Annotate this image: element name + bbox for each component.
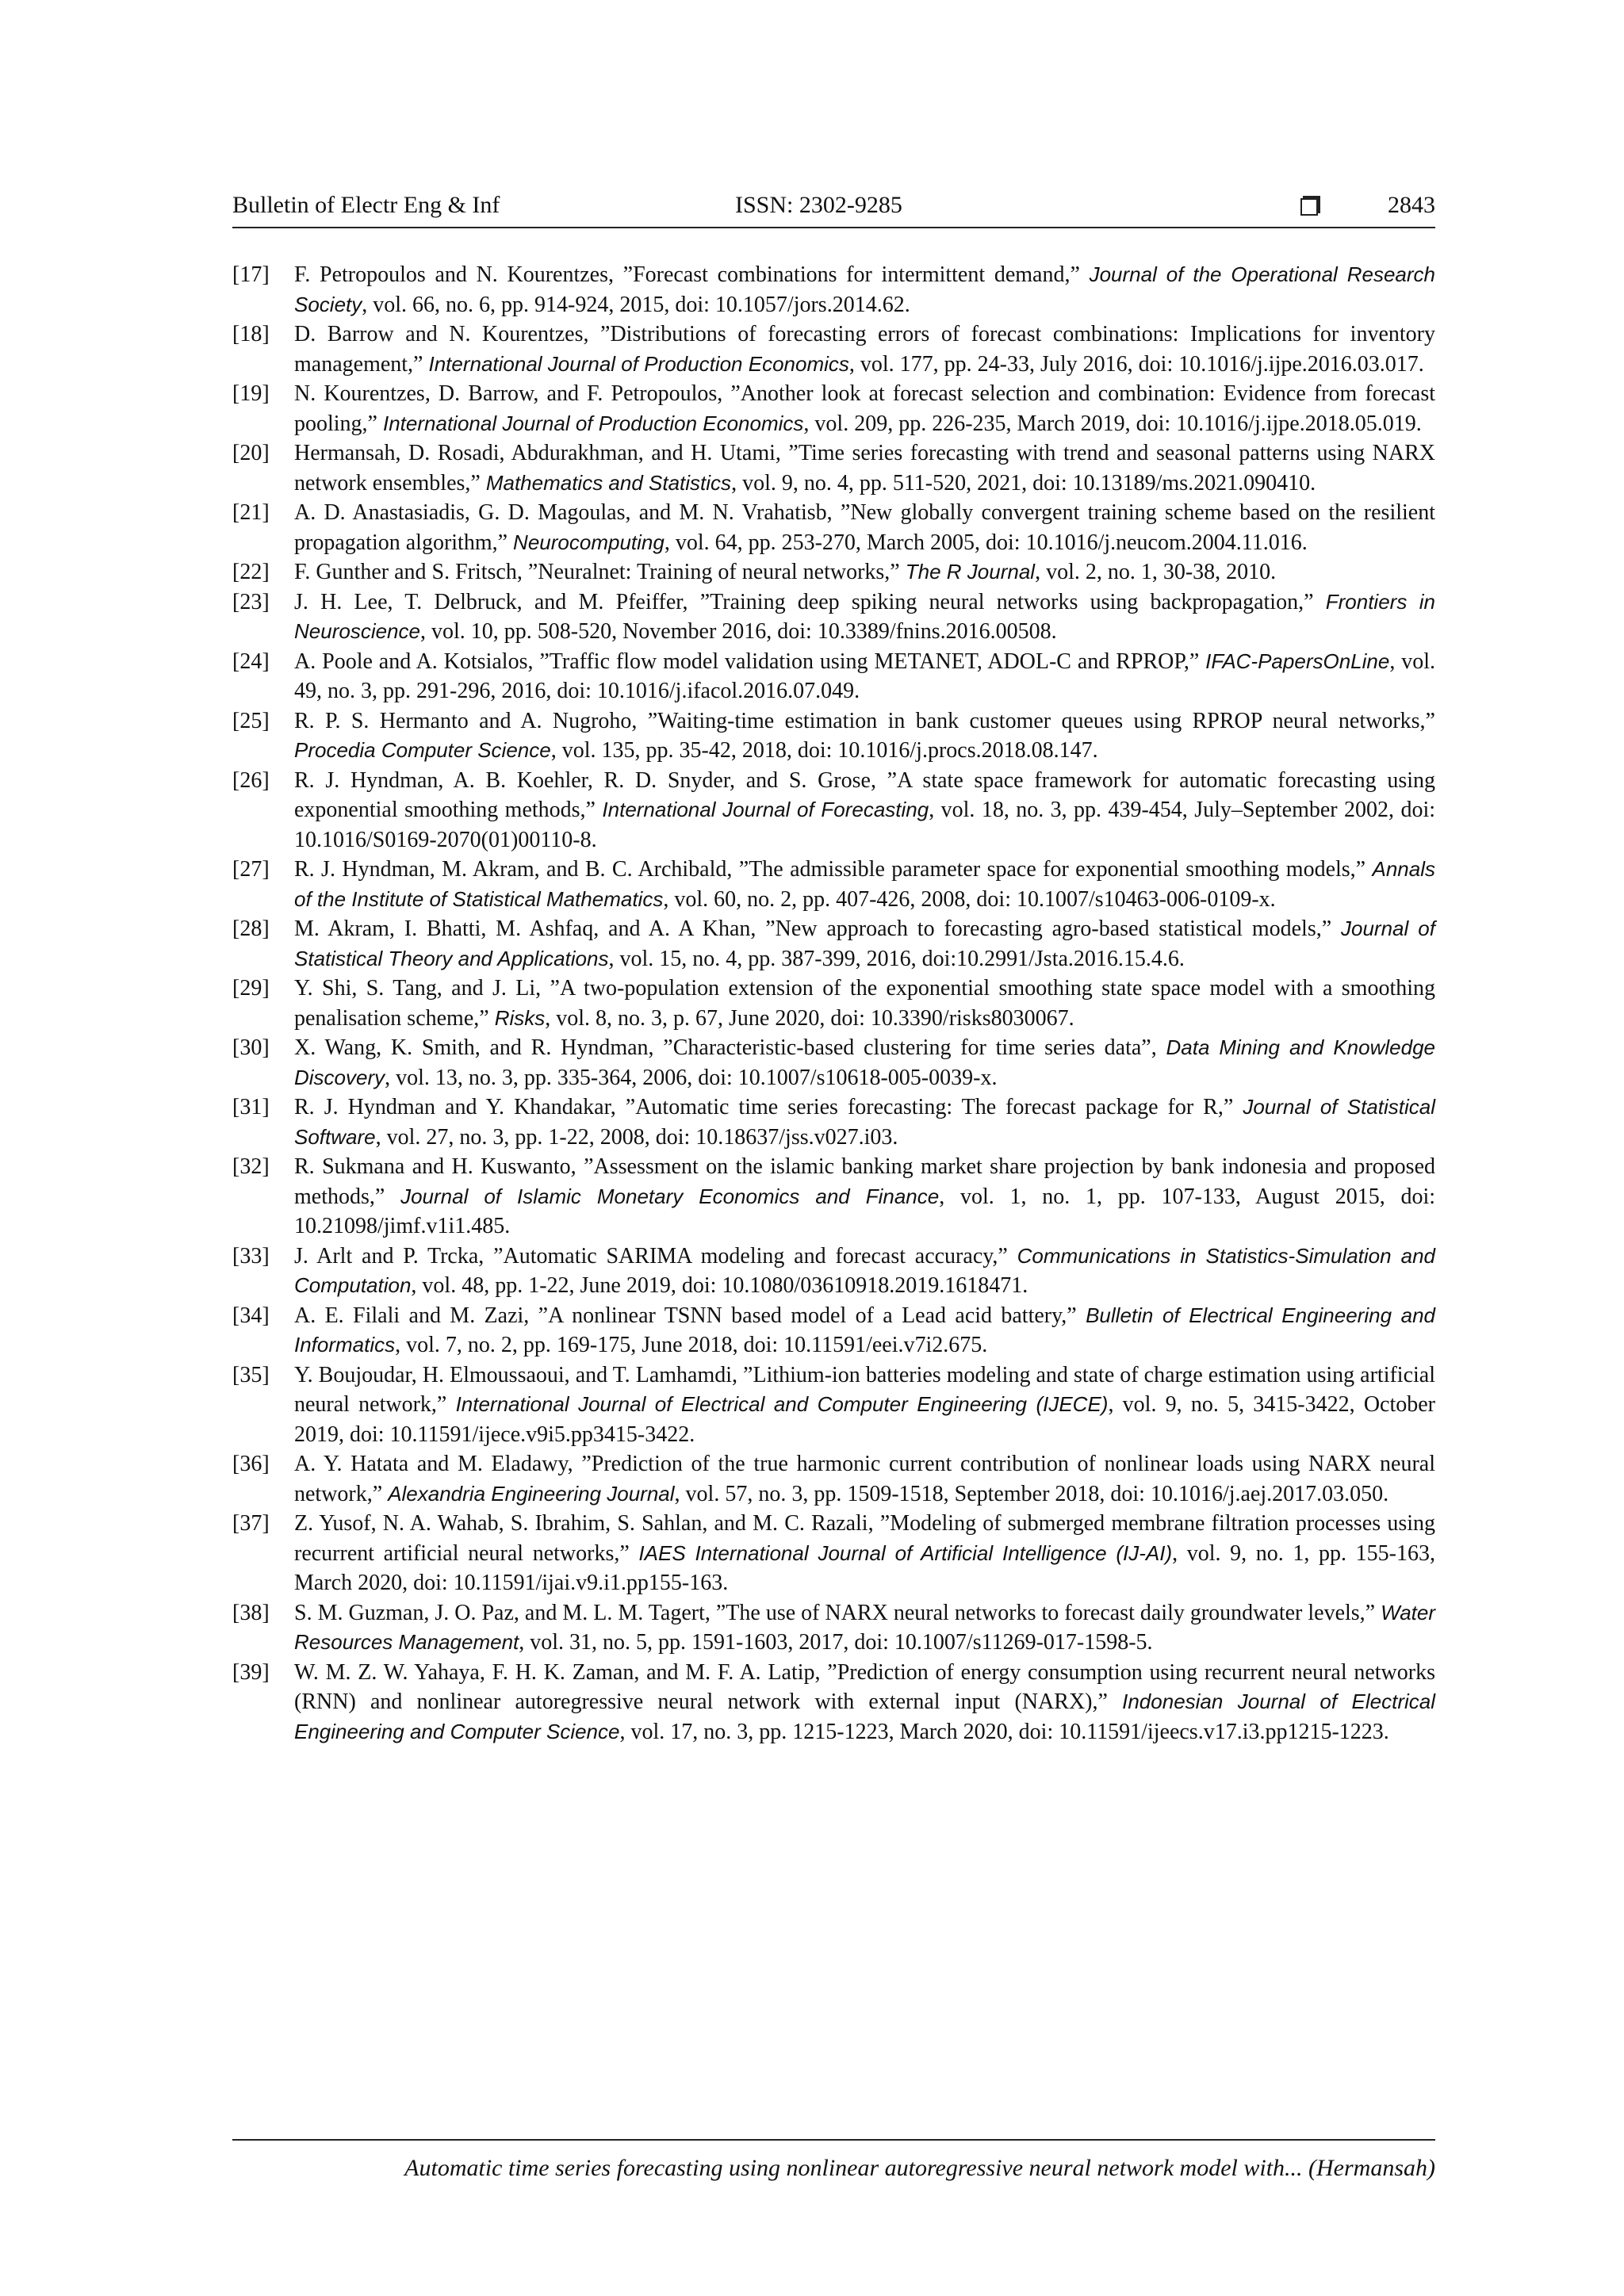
reference-details: , vol. 9, no. 1, pp. 155-163, March 2020, doi: 10.11591/ijai.v9.i1.pp155-163. — [294, 1540, 1436, 1595]
reference-authors-title: A. D. Anastasiadis, G. D. Magoulas, and M. N. Vrahatisb, ”New globally convergent training scheme based on the resilient propagation algorithm,” — [294, 500, 1435, 555]
reference-authors-title: J. H. Lee, T. Delbruck, and M. Pfeiffer, ”Training deep spiking neural networks using backpropagation,” — [294, 589, 1326, 614]
reference-item — [232, 498, 1435, 557]
reference-authors-title: R. Sukmana and H. Kuswanto, ”Assessment on the islamic banking market share projection by bank indonesia and proposed methods,” — [294, 1154, 1435, 1209]
reference-journal: International Journal of Electrical and Computer Engineering (IJECE) — [455, 1392, 1109, 1416]
reference-journal: Annals of the Institute of Statistical Mathematics — [294, 857, 1435, 911]
reference-item — [232, 1242, 1435, 1301]
reference-item — [232, 260, 1435, 320]
reference-journal: Communications in Statistics-Simulation and Computation — [294, 1243, 1435, 1297]
reference-number: [37] — [232, 1511, 270, 1536]
reference-journal: International Journal of Forecasting — [602, 798, 929, 821]
reference-number: [30] — [232, 1035, 270, 1060]
reference-details: , vol. 57, no. 3, pp. 1509-1518, September 2018, doi: 10.1016/j.aej.2017.03.050. — [674, 1481, 1389, 1506]
reference-details: , vol. 17, no. 3, pp. 1215-1223, March 2020, doi: 10.11591/ijeecs.v17.i3.pp1215-1223. — [619, 1719, 1389, 1744]
reference-authors-title: W. M. Z. W. Yahaya, F. H. K. Zaman, and M. F. A. Latip, ”Prediction of energy consumption using recurrent neural networks (RNN) and nonlinear autoregressive neural network with external input (NARX),” — [294, 1659, 1435, 1714]
reference-journal: Journal of Statistical Software — [294, 1095, 1436, 1149]
reference-number: [28] — [232, 916, 270, 941]
reference-item — [232, 438, 1435, 498]
reference-number: [31] — [232, 1095, 270, 1119]
reference-item — [232, 1033, 1435, 1093]
reference-number: [20] — [232, 441, 270, 465]
reference-item — [232, 647, 1435, 706]
reference-number: [32] — [232, 1154, 270, 1179]
reference-authors-title: M. Akram, I. Bhatti, M. Ashfaq, and A. A Khan, ”New approach to forecasting agro-based statistical models,” — [294, 916, 1341, 941]
reference-number: [27] — [232, 857, 270, 882]
reference-authors-title: A. Y. Hatata and M. Eladawy, ”Prediction of the true harmonic current contribution of nonlinear loads using NARX neural network,” — [294, 1452, 1435, 1506]
reference-item — [232, 1360, 1435, 1450]
reference-details: , vol. 27, no. 3, pp. 1-22, 2008, doi: 10.18637/jss.v027.i03. — [375, 1124, 898, 1150]
reference-item — [232, 1658, 1435, 1747]
reference-authors-title: R. J. Hyndman, A. B. Koehler, R. D. Snyder, and S. Grose, ”A state space framework for automatic forecasting using exponential smoothing methods,” — [294, 767, 1435, 822]
reference-details: , vol. 209, pp. 226-235, March 2019, doi: 10.1016/j.ijpe.2018.05.019. — [803, 411, 1422, 436]
reference-journal: Risks — [494, 1005, 546, 1030]
reference-details: , vol. 31, no. 5, pp. 1591-1603, 2017, doi: 10.1007/s11269-017-1598-5. — [519, 1630, 1153, 1655]
reference-journal: Journal of Statistical Theory and Applications — [294, 916, 1435, 970]
reference-journal: International Journal of Production Economics — [428, 351, 849, 376]
reference-number: [25] — [232, 708, 270, 733]
reference-details: , vol. 13, no. 3, pp. 335-364, 2006, doi: 10.1007/s10618-005-0039-x. — [385, 1065, 998, 1090]
reference-number: [17] — [232, 262, 270, 287]
page-header — [232, 190, 1435, 228]
reference-item — [232, 706, 1435, 766]
reference-journal: Bulletin of Electrical Engineering and Informatics — [294, 1303, 1435, 1357]
reference-journal: Frontiers in Neuroscience — [294, 589, 1435, 643]
reference-authors-title: X. Wang, K. Smith, and R. Hyndman, ”Characteristic-based clustering for time series data”, — [294, 1035, 1166, 1060]
reference-journal: Journal of the Operational Research Society — [294, 262, 1435, 316]
reference-authors-title: A. Poole and A. Kotsialos, ”Traffic flow model validation using METANET, ADOL-C and RPROP,” — [294, 649, 1206, 674]
reference-journal: International Journal of Production Economics — [383, 411, 804, 435]
reference-item — [232, 1598, 1435, 1658]
reference-item — [232, 855, 1435, 914]
reference-authors-title: R. P. S. Hermanto and A. Nugroho, ”Waiting-time estimation in bank customer queues using RPROP neural networks,” — [294, 708, 1435, 733]
reference-details: , vol. 15, no. 4, pp. 387-399, 2016, doi:10.2991/Jsta.2016.15.4.6. — [608, 946, 1185, 971]
reference-authors-title: Z. Yusof, N. A. Wahab, S. Ibrahim, S. Sahlan, and M. C. Razali, ”Modeling of submerged membrane filtration processes using recurrent artificial neural networks,” — [294, 1511, 1435, 1566]
reference-number: [18] — [232, 322, 270, 346]
journal-name: Bulletin of Electr Eng & Inf — [232, 192, 500, 218]
reference-number: [34] — [232, 1303, 270, 1328]
reference-journal: Water Resources Management — [294, 1600, 1435, 1654]
reference-journal: Journal of Islamic Monetary Economics and Finance — [400, 1184, 940, 1208]
reference-number: [35] — [232, 1362, 270, 1387]
reference-details: , vol. 9, no. 5, 3415-3422, October 2019, doi: 10.11591/ijece.v9i5.pp3415-3422. — [294, 1392, 1435, 1447]
reference-authors-title: A. E. Filali and M. Zazi, ”A nonlinear TSNN based model of a Lead acid battery,” — [294, 1303, 1086, 1328]
reference-item — [232, 379, 1435, 438]
reference-details: , vol. 9, no. 4, pp. 511-520, 2021, doi: 10.13189/ms.2021.090410. — [731, 470, 1316, 496]
reference-details: , vol. 64, pp. 253-270, March 2005, doi: 10.1016/j.neucom.2004.11.016. — [664, 530, 1308, 555]
reference-item — [232, 914, 1435, 974]
reference-number: [22] — [232, 560, 270, 584]
reference-details: , vol. 135, pp. 35-42, 2018, doi: 10.1016/j.procs.2018.08.147. — [550, 738, 1098, 763]
reference-details: , vol. 1, no. 1, pp. 107-133, August 2015, doi: 10.21098/jimf.v1i1.485. — [294, 1184, 1436, 1238]
reference-item — [232, 766, 1435, 855]
reference-authors-title: Y. Shi, S. Tang, and J. Li, ”A two-population extension of the exponential smoothing state space model with a smoothing penalisation scheme,” — [294, 976, 1435, 1031]
reference-item — [232, 1152, 1435, 1242]
reference-number: [24] — [232, 649, 270, 674]
reference-details: , vol. 48, pp. 1-22, June 2019, doi: 10.1080/03610918.2019.1618471. — [411, 1273, 1028, 1298]
reference-authors-title: R. J. Hyndman, M. Akram, and B. C. Archibald, ”The admissible parameter space for exponential smoothing models,” — [294, 857, 1373, 882]
reference-journal: Alexandria Engineering Journal — [388, 1481, 675, 1506]
running-title: Automatic time series forecasting using nonlinear autoregressive neural network model with... (Hermansah) — [404, 2155, 1435, 2181]
reference-number: [21] — [232, 500, 270, 525]
reference-item — [232, 1449, 1435, 1509]
reference-authors-title: Y. Boujoudar, H. Elmoussaoui, and T. Lamhamdi, ”Lithium-ion batteries modeling and state of charge estimation using artificial neural network,” — [294, 1362, 1435, 1417]
reference-details: , vol. 2, no. 1, 30-38, 2010. — [1035, 560, 1277, 584]
page-footer — [232, 2139, 1435, 2182]
reference-authors-title: J. Arlt and P. Trcka, ”Automatic SARIMA modeling and forecast accuracy,” — [294, 1243, 1017, 1269]
reference-details: , vol. 49, no. 3, pp. 291-296, 2016, doi: 10.1016/j.ifacol.2016.07.049. — [294, 649, 1435, 703]
reference-details: , vol. 7, no. 2, pp. 169-175, June 2018, doi: 10.11591/eei.v7i2.675. — [395, 1333, 988, 1357]
reference-details: , vol. 60, no. 2, pp. 407-426, 2008, doi: 10.1007/s10463-006-0109-x. — [663, 886, 1276, 912]
reference-item — [232, 1509, 1435, 1598]
reference-number: [19] — [232, 381, 270, 406]
reference-journal: The R Journal — [905, 560, 1036, 584]
reference-list — [232, 260, 1435, 1747]
page-number: 2843 — [1388, 192, 1435, 218]
reference-item — [232, 1301, 1435, 1360]
box-icon — [1300, 198, 1318, 216]
reference-number: [26] — [232, 767, 270, 793]
reference-details: , vol. 177, pp. 24-33, July 2016, doi: 10.1016/j.ijpe.2016.03.017. — [848, 351, 1424, 377]
reference-item — [232, 587, 1435, 647]
reference-journal: Data Mining and Knowledge Discovery — [294, 1035, 1435, 1089]
reference-details: , vol. 66, no. 6, pp. 914-924, 2015, doi: 10.1057/jors.2014.62. — [362, 292, 910, 317]
reference-item — [232, 320, 1435, 379]
reference-authors-title: N. Kourentzes, D. Barrow, and F. Petropoulos, ”Another look at forecast selection and combination: Evidence from forecast pooling,” — [294, 381, 1435, 436]
reference-number: [33] — [232, 1243, 270, 1269]
reference-journal: Indonesian Journal of Electrical Engineering and Computer Science — [294, 1689, 1435, 1743]
reference-authors-title: F. Gunther and S. Fritsch, ”Neuralnet: Training of neural networks,” — [294, 560, 906, 584]
reference-number: [23] — [232, 589, 270, 614]
reference-number: [39] — [232, 1659, 270, 1685]
reference-number: [38] — [232, 1600, 270, 1625]
reference-authors-title: Hermansah, D. Rosadi, Abdurakhman, and H. Utami, ”Time series forecasting with trend and seasonal patterns using NARX network ensembles,” — [294, 441, 1435, 496]
reference-journal: IAES International Journal of Artificial Intelligence (IJ-AI) — [638, 1540, 1173, 1565]
reference-journal: Procedia Computer Science — [294, 738, 551, 762]
reference-authors-title: D. Barrow and N. Kourentzes, ”Distributions of forecasting errors of forecast combinations: Implications for inventory management,” — [294, 322, 1435, 377]
reference-details: , vol. 8, no. 3, p. 67, June 2020, doi: 10.3390/risks8030067. — [545, 1005, 1074, 1031]
reference-item — [232, 557, 1435, 587]
reference-authors-title: F. Petropoulos and N. Kourentzes, ”Forecast combinations for intermittent demand,” — [294, 262, 1090, 287]
reference-journal: Neurocomputing — [513, 530, 665, 554]
issn: ISSN: 2302-9285 — [735, 192, 902, 218]
reference-journal: IFAC-PapersOnLine — [1205, 649, 1390, 673]
reference-details: , vol. 18, no. 3, pp. 439-454, July–September 2002, doi: 10.1016/S0169-2070(01)00110-8. — [294, 798, 1435, 852]
reference-number: [29] — [232, 976, 270, 1001]
reference-authors-title: R. J. Hyndman and Y. Khandakar, ”Automatic time series forecasting: The forecast package for R,” — [294, 1095, 1243, 1119]
reference-journal: Mathematics and Statistics — [485, 470, 732, 495]
reference-details: , vol. 10, pp. 508-520, November 2016, doi: 10.3389/fnins.2016.00508. — [419, 619, 1057, 644]
reference-authors-title: S. M. Guzman, J. O. Paz, and M. L. M. Tagert, ”The use of NARX neural networks to forecast daily groundwater levels,” — [294, 1600, 1381, 1625]
reference-item — [232, 974, 1435, 1033]
reference-item — [232, 1093, 1435, 1152]
reference-number: [36] — [232, 1452, 270, 1476]
